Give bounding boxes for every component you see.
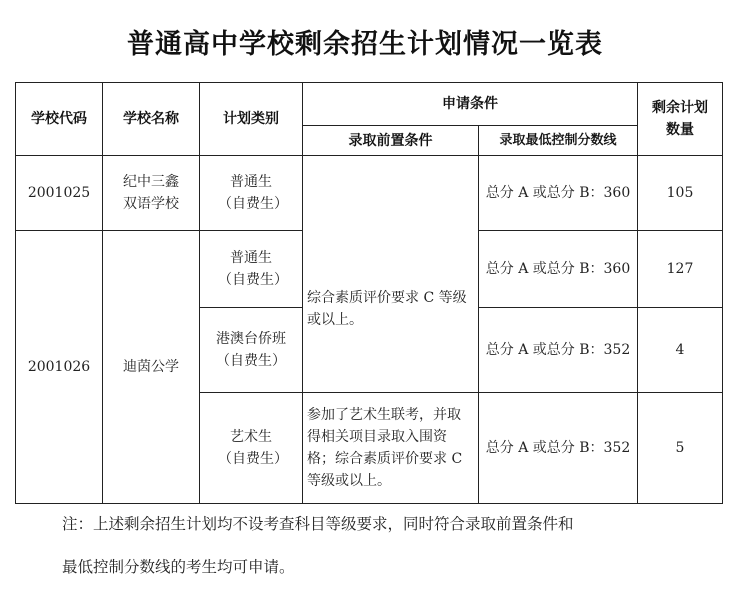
header-quota: 剩余计划数量 <box>638 83 723 156</box>
table-row <box>16 156 723 231</box>
plan-type: 艺术生（自费生） <box>200 393 303 504</box>
header-conditions: 申请条件 <box>303 83 638 126</box>
min-score: 总分 A 或总分 B：352 <box>479 393 638 504</box>
quota: 4 <box>638 308 723 393</box>
header-prereq: 录取前置条件 <box>303 126 479 156</box>
header-min-score: 录取最低控制分数线 <box>479 126 638 156</box>
quota: 105 <box>638 156 723 231</box>
header-school-code: 学校代码 <box>16 83 103 156</box>
school-code: 2001026 <box>16 231 103 504</box>
min-score: 总分 A 或总分 B：360 <box>479 231 638 308</box>
school-code: 2001025 <box>16 156 103 231</box>
plan-type: 港澳台侨班（自费生） <box>200 308 303 393</box>
remaining-enrollment-table <box>15 82 723 504</box>
prereq-shared: 综合素质评价要求 C 等级或以上。 <box>303 156 479 393</box>
plan-type: 普通生（自费生） <box>200 156 303 231</box>
footnote-line-1: 注：上述剩余招生计划均不设考查科目等级要求，同时符合录取前置条件和 <box>62 515 574 533</box>
plan-type: 普通生（自费生） <box>200 231 303 308</box>
min-score: 总分 A 或总分 B：352 <box>479 308 638 393</box>
min-score: 总分 A 或总分 B：360 <box>479 156 638 231</box>
school-name: 迪茵公学 <box>103 231 200 504</box>
header-school-name: 学校名称 <box>103 83 200 156</box>
quota: 5 <box>638 393 723 504</box>
prereq-art: 参加了艺术生联考，并取得相关项目录取入围资格；综合素质评价要求 C 等级或以上。 <box>303 393 479 504</box>
header-plan-type: 计划类别 <box>200 83 303 156</box>
school-name: 纪中三鑫双语学校 <box>103 156 200 231</box>
quota: 127 <box>638 231 723 308</box>
page-title: 普通高中学校剩余招生计划情况一览表 <box>127 29 603 60</box>
footnote-line-2: 最低控制分数线的考生均可申请。 <box>62 558 295 576</box>
